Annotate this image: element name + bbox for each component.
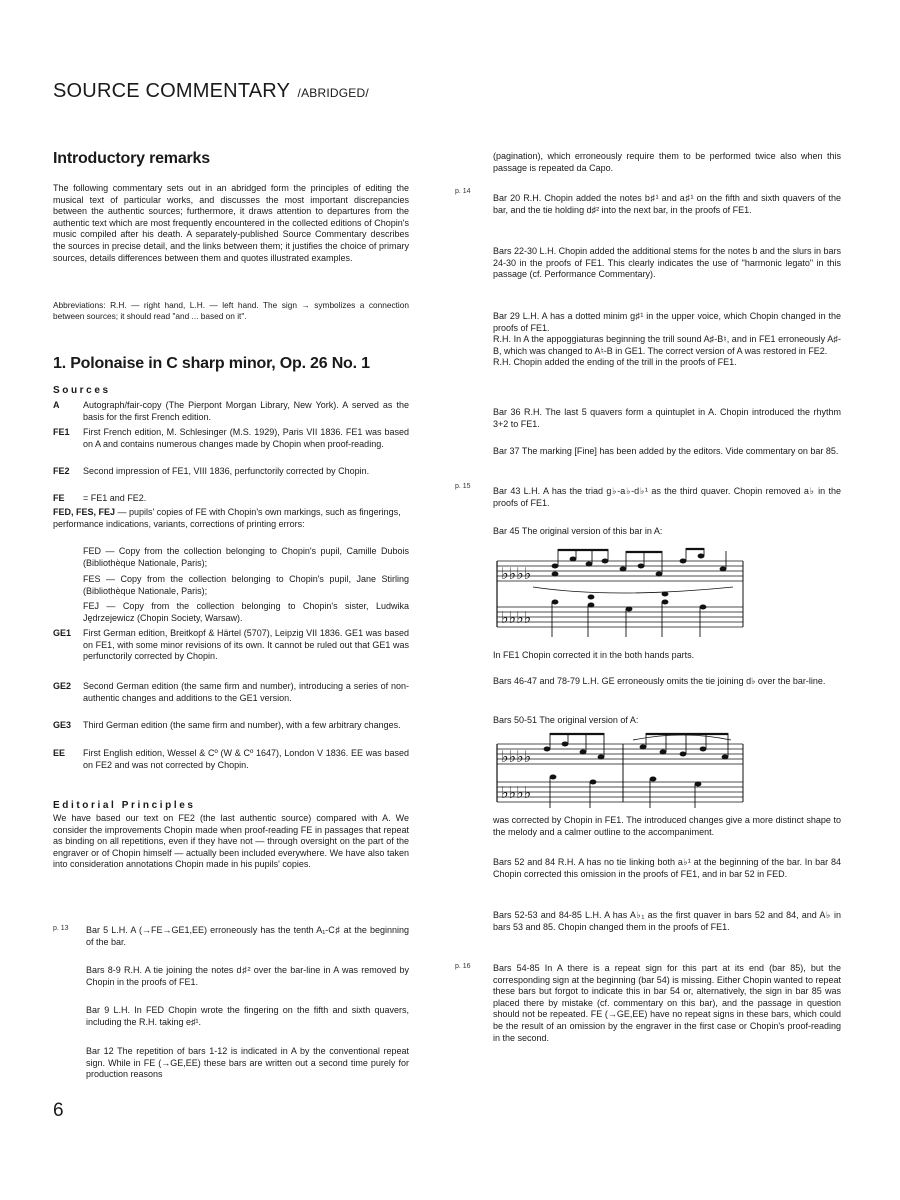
- svg-text:♭♭♭♭: ♭♭♭♭: [501, 747, 532, 766]
- bar-note: Bar 9 L.H. In FED Chopin wrote the fingering on the fifth and sixth quavers, including the R.H. taking e♯¹.: [86, 1005, 409, 1027]
- source-entry: [53, 493, 409, 505]
- page-ref: p. 16: [455, 963, 471, 970]
- music-example-bars-50-51: [493, 730, 747, 810]
- treble-notes: [552, 554, 727, 577]
- bar-note: Bar 29 L.H. A has a dotted minim g♯¹ in the upper voice, which Chopin changed in the proofs of FE1. R.H. In A the appoggiaturas beginning the trill sound A♯-B♮, and in FE1 erroneously A♯-B, which was changed to A♮-B in GE1. The correct version of A was restored in FE2. R.H. Chopin added the ending of the trill in the proofs of FE1.: [493, 311, 841, 368]
- source-entry: [53, 628, 409, 663]
- source-entry: [53, 748, 409, 771]
- source-subentry: [53, 601, 409, 624]
- source-entry: [53, 466, 409, 478]
- source-entry: [53, 681, 409, 704]
- page-number: 6: [53, 1100, 64, 1121]
- bar-note: Bar 20 R.H. Chopin added the notes b♯¹ and a♯¹ on the fifth and sixth quavers of the bar, and the tie holding d♯² into the next bar, in the proofs of FE1.: [493, 193, 841, 215]
- source-key: EE: [53, 748, 66, 758]
- source-key: FE: [53, 493, 65, 503]
- polonaise-heading: 1. Polonaise in C sharp minor, Op. 26 No. 1: [53, 355, 370, 372]
- continued-text: (pagination), which erroneously require them to be performed twice also when this passage is repeated da Capo.: [493, 151, 841, 173]
- bar-note: Bar 12 The repetition of bars 1-12 is indicated in A by the conventional repeat sign. While in FE (→GE,EE) these bars are written out a second time purely for production reasons: [86, 1046, 409, 1080]
- source-key: GE3: [53, 720, 72, 730]
- page-title-suffix: /ABRIDGED/: [297, 86, 369, 100]
- source-entry: [53, 400, 409, 423]
- bar-note: Bar 45 The original version of this bar in A:: [493, 526, 663, 536]
- source-text: [53, 507, 409, 530]
- after-example-text: In FE1 Chopin corrected it in the both hands parts.: [493, 650, 695, 660]
- svg-text:♭♭♭♭: ♭♭♭♭: [501, 783, 532, 802]
- bar-note: Bars 22-30 L.H. Chopin added the additional stems for the notes b and the slurs in bars 24-30 in the proofs of FE1. This clearly indicates the use of "harmonic legato" in this passage (cf. Performance Commentary).: [493, 246, 841, 280]
- source-entry: [53, 720, 409, 732]
- source-text: First German edition, Breitkopf & Härtel (5707), Leipzig VII 1836. GE1 was based on FE1, with some minor revisions of its own. It cannot be ruled out that GE1 was perfunctorily corrected by Chopin.: [83, 628, 409, 662]
- bar-note: Bars 52-53 and 84-85 L.H. A has A♭₁ as the first quaver in bars 52 and 84, and A♭ in bars 53 and 85. Chopin changed them in the proofs of FE1.: [493, 910, 841, 932]
- intro-heading: Introductory remarks: [53, 150, 210, 167]
- source-text: FED — Copy from the collection belonging to Chopin's pupil, Camille Dubois (Bibliothèque Nationale, Paris);: [83, 546, 409, 568]
- beams: [558, 549, 704, 552]
- svg-text:♭♭♭♭: ♭♭♭♭: [501, 608, 532, 627]
- page-ref: p. 14: [455, 188, 471, 195]
- bar-note: Bars 50-51 The original version of A:: [493, 715, 639, 725]
- source-text: FES — Copy from the collection belonging to Chopin's pupil, Jane Stirling (Bibliothèque Nationale, Paris);: [83, 574, 409, 596]
- principles-text: We have based our text on FE2 (the last authentic source) compared with A. We consider the improvements Chopin made when proof-reading FE in passages that repeat as binding on all repetitions, even if they have not — through oversight on the part of the engraver or of Chopin himself — actually been included everywhere. We have also taken into consideration annotations Chopin made in his pupils' copies.: [53, 813, 409, 870]
- intro-text: The following commentary sets out in an abridged form the principles of editing the musical text of particular works, and discusses the most important discrepancies between the authentic sources; furthermore, it draws attention to departures from the authentic text which are most frequently encountered in the collected editions of Chopin's music compiled after his death. A separately-published Source Commentary describes the sources in precise detail, and the links between them; it justifies the choice of primary sources, details differences between them and quotes illustrated examples.: [53, 183, 409, 263]
- bar-note: Bars 46-47 and 78-79 L.H. GE erroneously omits the tie joining d♭ over the bar-line.: [493, 676, 826, 686]
- bass-staff: [497, 607, 743, 627]
- sources-label: Sources: [53, 385, 111, 396]
- principles-label: Editorial Principles: [53, 800, 196, 811]
- source-text: First French edition, M. Schlesinger (M.S. 1929), Paris VII 1836. FE1 was based on A and contains numerous changes made by Chopin when proof-reading.: [83, 427, 409, 449]
- page-ref: p. 15: [455, 483, 471, 490]
- source-text: FEJ — Copy from the collection belonging to Chopin's sister, Ludwika Jędrzejewicz (Chopin Society, Warsaw).: [83, 601, 409, 623]
- source-text: Autograph/fair-copy (The Pierpont Morgan Library, New York). A served as the basis for the first French edition.: [83, 400, 409, 422]
- page-title-text: SOURCE COMMENTARY: [53, 80, 290, 102]
- after-example-text: was corrected by Chopin in FE1. The introduced changes give a more distinct shape to the melody and a calmer outline to the accompaniment.: [493, 815, 841, 837]
- source-text: Second German edition (the same firm and number), introducing a series of non-authentic changes and additions to the GE1 version.: [83, 681, 409, 703]
- source-text: Second impression of FE1, VIII 1836, perfunctorily corrected by Chopin.: [83, 466, 370, 476]
- source-subentry: [53, 546, 409, 569]
- treble-staff: [497, 561, 743, 581]
- bar-note: Bar 5 L.H. A (→FE→GE1,EE) erroneously has the tenth A₁-C♯ at the beginning of the bar.: [86, 925, 409, 947]
- source-key: FE2: [53, 466, 70, 476]
- source-key: GE2: [53, 681, 72, 691]
- abbreviations-text: Abbreviations: R.H. — right hand, L.H. — left hand. The sign → symbolizes a connection between sources; it should read "and ... based on it".: [53, 300, 409, 321]
- bar-note: Bar 43 L.H. A has the triad g♭-a♭-d♭¹ as the third quaver. Chopin removed a♭ in the proofs of FE1.: [493, 486, 841, 508]
- bass-notes: [552, 592, 707, 612]
- source-text: = FE1 and FE2.: [83, 493, 147, 503]
- source-key: FED, FES, FEJ: [53, 507, 116, 517]
- source-key: FE1: [53, 427, 70, 437]
- source-text: Third German edition (the same firm and number), with a few arbitrary changes.: [83, 720, 401, 730]
- page-ref: p. 13: [53, 925, 69, 932]
- source-key: GE1: [53, 628, 72, 638]
- source-text: First English edition, Wessel & Cº (W & Cº 1647), London V 1836. EE was based on FE2 and was not corrected by Chopin.: [83, 748, 409, 770]
- source-entry: [53, 507, 409, 530]
- source-key: A: [53, 400, 60, 410]
- source-subentry: [53, 574, 409, 597]
- bar-note: Bars 54-85 In A there is a repeat sign for this part at its end (bar 85), but the corresponding sign at the beginning (bar 54) is missing. Either Chopin wanted to repeat these bars but forgot to indicate this in bar 54 or, alternatively, the sign in bar 85 was placed there by mistake (cf. commentary on this bar), and the passage in question should not be repeated. FE (→GE,EE) have no repeat signs in these bars, which could be the result of an omission by the engraver in the first case or Chopin's proof-reading in the second.: [493, 963, 841, 1043]
- source-entry: [53, 427, 409, 450]
- source-description: — pupils' copies of FE with Chopin's own markings, such as fingerings, performance indications, variants, corrections of printing errors:: [53, 507, 401, 529]
- svg-text:♭♭♭♭: ♭♭♭♭: [501, 564, 532, 583]
- bar-note: Bars 8-9 R.H. A tie joining the notes d♯² over the bar-line in A was removed by Chopin in the proofs of FE1.: [86, 965, 409, 987]
- bar-note: Bar 37 The marking [Fine] has been added by the editors. Vide commentary on bar 85.: [493, 446, 839, 456]
- page-title: [53, 80, 369, 103]
- bar-note: Bar 36 R.H. The last 5 quavers form a quintuplet in A. Chopin introduced the rhythm 3+2 to FE1.: [493, 407, 841, 429]
- music-example-bar-45: [493, 547, 747, 642]
- bass-notes: [550, 775, 702, 787]
- bar-note: Bars 52 and 84 R.H. A has no tie linking both a♭¹ at the beginning of the bar. In bar 84 Chopin corrected this omission in the proofs of FE1, and in bar 52 in FED.: [493, 857, 841, 879]
